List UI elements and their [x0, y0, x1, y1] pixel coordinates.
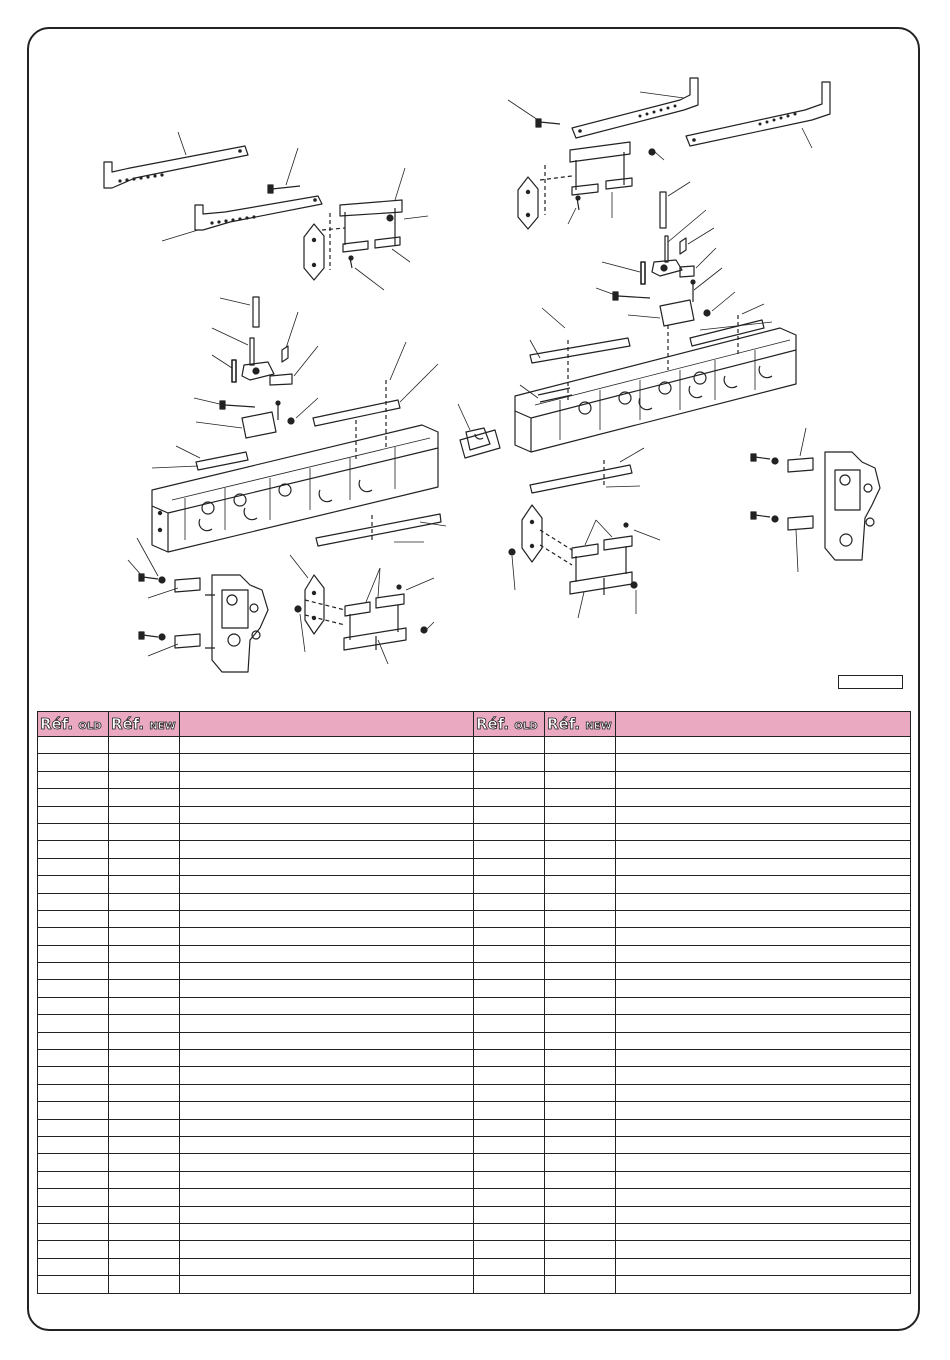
table-row	[38, 928, 911, 945]
table-cell	[109, 806, 180, 823]
table-cell	[545, 771, 616, 788]
table-cell	[109, 1084, 180, 1101]
table-cell	[616, 997, 911, 1014]
table-cell	[180, 754, 474, 771]
table-cell	[616, 893, 911, 910]
table-row	[38, 1084, 911, 1101]
table-cell	[38, 1084, 109, 1101]
bracket-assembly-upper-right	[518, 142, 655, 229]
table-cell	[180, 1241, 474, 1258]
table-cell	[616, 1276, 911, 1293]
handle-bar-right-bottom	[686, 82, 830, 146]
table-cell	[616, 1258, 911, 1275]
table-cell	[180, 1258, 474, 1275]
table-cell	[474, 1050, 545, 1067]
table-row	[38, 1206, 911, 1223]
table-cell	[474, 1189, 545, 1206]
table-cell	[38, 1189, 109, 1206]
table-cell	[545, 1276, 616, 1293]
table-cell	[38, 789, 109, 806]
table-cell	[474, 1102, 545, 1119]
table-cell	[616, 1084, 911, 1101]
table-cell	[180, 858, 474, 875]
table-cell	[545, 876, 616, 893]
table-cell	[180, 1067, 474, 1084]
table-cell	[109, 928, 180, 945]
table-cell	[474, 823, 545, 840]
table-cell	[109, 754, 180, 771]
table-cell	[474, 1015, 545, 1032]
table-cell	[109, 893, 180, 910]
table-cell	[109, 1102, 180, 1119]
reference-box	[838, 675, 903, 689]
table-row	[38, 997, 911, 1014]
table-cell	[109, 1119, 180, 1136]
table-row	[38, 893, 911, 910]
table-cell	[545, 754, 616, 771]
table-cell	[474, 1258, 545, 1275]
table-cell	[109, 1154, 180, 1171]
table-cell	[474, 858, 545, 875]
table-cell	[109, 997, 180, 1014]
table-row	[38, 1189, 911, 1206]
main-rail-right	[515, 328, 796, 452]
table-row	[38, 1258, 911, 1275]
table-row	[38, 1241, 911, 1258]
table-cell	[545, 737, 616, 754]
table-row	[38, 910, 911, 927]
table-cell	[38, 893, 109, 910]
table-cell	[474, 1276, 545, 1293]
table-cell	[474, 737, 545, 754]
table-cell	[474, 928, 545, 945]
table-cell	[545, 1206, 616, 1223]
main-rail-left	[152, 425, 438, 552]
table-cell	[38, 1015, 109, 1032]
table-cell	[616, 789, 911, 806]
table-cell	[180, 997, 474, 1014]
table-cell	[109, 1223, 180, 1240]
table-cell	[109, 980, 180, 997]
table-cell	[180, 1119, 474, 1136]
table-row	[38, 1067, 911, 1084]
table-cell	[616, 1032, 911, 1049]
table-header-row	[38, 712, 911, 737]
table-cell	[38, 997, 109, 1014]
table-cell	[109, 789, 180, 806]
bolt	[536, 119, 560, 127]
table-cell	[545, 841, 616, 858]
table-cell	[180, 1189, 474, 1206]
table-cell	[109, 963, 180, 980]
header-description	[180, 712, 474, 737]
lock-body-right	[751, 452, 880, 560]
table-cell	[38, 1154, 109, 1171]
bracket-assembly-lower-right	[509, 505, 637, 595]
header-ref-old: Réf. OLD	[474, 712, 545, 737]
header-ref-new: Réf. NEW	[545, 712, 616, 737]
table-cell	[38, 1171, 109, 1188]
table-row	[38, 1276, 911, 1293]
table-cell	[616, 1102, 911, 1119]
table-cell	[616, 1050, 911, 1067]
table-cell	[474, 1241, 545, 1258]
table-cell	[474, 806, 545, 823]
table-cell	[38, 1067, 109, 1084]
table-cell	[38, 1136, 109, 1153]
bolt	[268, 185, 300, 193]
table-cell	[474, 997, 545, 1014]
table-cell	[38, 771, 109, 788]
table-cell	[109, 737, 180, 754]
table-cell	[38, 980, 109, 997]
table-cell	[474, 893, 545, 910]
table-cell	[180, 841, 474, 858]
table-cell	[616, 1206, 911, 1223]
table-cell	[38, 1276, 109, 1293]
plate	[196, 380, 441, 546]
handle-bar-left-bottom	[195, 196, 322, 230]
table-cell	[474, 1084, 545, 1101]
table-cell	[616, 1067, 911, 1084]
table-cell	[180, 963, 474, 980]
table-cell	[109, 1276, 180, 1293]
table-cell	[545, 1067, 616, 1084]
table-cell	[474, 841, 545, 858]
table-cell	[545, 823, 616, 840]
table-cell	[545, 1015, 616, 1032]
table-row	[38, 945, 911, 962]
table-row	[38, 876, 911, 893]
table-cell	[545, 1189, 616, 1206]
leader-lines	[128, 92, 812, 664]
table-cell	[180, 928, 474, 945]
table-cell	[545, 980, 616, 997]
table-row	[38, 1032, 911, 1049]
table-cell	[616, 841, 911, 858]
table-cell	[545, 893, 616, 910]
table-cell	[109, 1032, 180, 1049]
table-cell	[474, 963, 545, 980]
table-row	[38, 1102, 911, 1119]
table-cell	[545, 1119, 616, 1136]
table-cell	[474, 910, 545, 927]
table-cell	[180, 1102, 474, 1119]
table-cell	[180, 876, 474, 893]
table-cell	[38, 1206, 109, 1223]
table-cell	[616, 806, 911, 823]
table-cell	[38, 1258, 109, 1275]
table-cell	[616, 1154, 911, 1171]
table-cell	[109, 1015, 180, 1032]
table-cell	[545, 1241, 616, 1258]
table-cell	[474, 945, 545, 962]
handle-bar-left-top	[104, 146, 248, 188]
table-row	[38, 1223, 911, 1240]
table-cell	[109, 858, 180, 875]
table-cell	[545, 1050, 616, 1067]
table-cell	[38, 963, 109, 980]
table-cell	[616, 1223, 911, 1240]
table-cell	[38, 910, 109, 927]
table-cell	[38, 737, 109, 754]
table-cell	[109, 771, 180, 788]
table-cell	[109, 1241, 180, 1258]
table-cell	[109, 1050, 180, 1067]
table-cell	[545, 945, 616, 962]
table-cell	[180, 893, 474, 910]
table-cell	[616, 858, 911, 875]
table-cell	[474, 980, 545, 997]
table-cell	[109, 1258, 180, 1275]
table-cell	[545, 910, 616, 927]
table-cell	[38, 1102, 109, 1119]
table-cell	[474, 1154, 545, 1171]
table-cell	[545, 1154, 616, 1171]
table-cell	[109, 876, 180, 893]
table-cell	[545, 806, 616, 823]
table-cell	[474, 1206, 545, 1223]
table-row	[38, 823, 911, 840]
table-cell	[109, 1189, 180, 1206]
table-cell	[180, 1276, 474, 1293]
table-cell	[180, 823, 474, 840]
handle-bar-right-top	[572, 78, 698, 138]
table-row	[38, 771, 911, 788]
table-cell	[109, 945, 180, 962]
table-row	[38, 963, 911, 980]
table-row	[38, 1015, 911, 1032]
table-cell	[109, 1206, 180, 1223]
table-row	[38, 806, 911, 823]
table-row	[38, 754, 911, 771]
table-cell	[545, 928, 616, 945]
table-cell	[38, 858, 109, 875]
table-cell	[545, 1136, 616, 1153]
table-cell	[38, 1241, 109, 1258]
table-cell	[38, 876, 109, 893]
table-cell	[180, 1171, 474, 1188]
header-ref-new: Réf. NEW	[109, 712, 180, 737]
table-cell	[474, 1119, 545, 1136]
table-cell	[616, 1015, 911, 1032]
table-cell	[545, 997, 616, 1014]
table-cell	[616, 928, 911, 945]
table-cell	[616, 980, 911, 997]
table-cell	[545, 789, 616, 806]
table-cell	[616, 1136, 911, 1153]
table-cell	[180, 771, 474, 788]
table-row	[38, 1171, 911, 1188]
table-cell	[545, 1171, 616, 1188]
table-cell	[38, 754, 109, 771]
table-cell	[109, 1067, 180, 1084]
table-cell	[545, 1223, 616, 1240]
table-cell	[616, 754, 911, 771]
table-cell	[180, 910, 474, 927]
table-cell	[109, 910, 180, 927]
table-cell	[616, 1171, 911, 1188]
table-cell	[545, 1258, 616, 1275]
table-row	[38, 841, 911, 858]
table-cell	[616, 771, 911, 788]
table-cell	[180, 980, 474, 997]
table-cell	[180, 1032, 474, 1049]
rail-coupler	[460, 428, 500, 458]
table-cell	[474, 771, 545, 788]
table-cell	[180, 945, 474, 962]
table-cell	[616, 876, 911, 893]
table-cell	[180, 1050, 474, 1067]
table-cell	[180, 1084, 474, 1101]
table-row	[38, 1154, 911, 1171]
table-cell	[180, 789, 474, 806]
table-row	[38, 980, 911, 997]
header-description	[616, 712, 911, 737]
table-cell	[109, 841, 180, 858]
table-cell	[545, 1084, 616, 1101]
table-cell	[474, 1223, 545, 1240]
table-cell	[109, 1171, 180, 1188]
table-row	[38, 789, 911, 806]
table-cell	[109, 823, 180, 840]
bracket-assembly-lower-left	[295, 575, 427, 650]
table-cell	[109, 1136, 180, 1153]
table-cell	[38, 1223, 109, 1240]
table-cell	[616, 737, 911, 754]
table-row	[38, 1119, 911, 1136]
table-cell	[180, 1206, 474, 1223]
table-cell	[38, 928, 109, 945]
table-cell	[474, 754, 545, 771]
table-row	[38, 858, 911, 875]
table-cell	[180, 1154, 474, 1171]
table-cell	[180, 1136, 474, 1153]
table-cell	[616, 910, 911, 927]
table-row	[38, 1136, 911, 1153]
table-cell	[180, 806, 474, 823]
table-cell	[474, 1067, 545, 1084]
table-cell	[616, 1119, 911, 1136]
table-cell	[38, 823, 109, 840]
table-cell	[545, 963, 616, 980]
table-cell	[616, 823, 911, 840]
table-cell	[38, 806, 109, 823]
table-cell	[474, 1171, 545, 1188]
table-cell	[38, 945, 109, 962]
table-row	[38, 737, 911, 754]
table-cell	[474, 1136, 545, 1153]
bracket-assembly-upper-left	[304, 200, 402, 280]
table-cell	[38, 1119, 109, 1136]
table-cell	[180, 737, 474, 754]
table-cell	[180, 1015, 474, 1032]
table-cell	[616, 1189, 911, 1206]
table-cell	[545, 1032, 616, 1049]
parts-table	[37, 711, 911, 1294]
lock-body-left	[139, 574, 268, 672]
table-row	[38, 1050, 911, 1067]
table-cell	[38, 841, 109, 858]
table-cell	[474, 1032, 545, 1049]
table-cell	[38, 1032, 109, 1049]
header-ref-old: Réf. OLD	[38, 712, 109, 737]
table-cell	[545, 1102, 616, 1119]
table-cell	[616, 1241, 911, 1258]
table-cell	[545, 858, 616, 875]
table-body	[38, 737, 911, 1294]
table-cell	[474, 789, 545, 806]
table-cell	[616, 945, 911, 962]
table-cell	[180, 1223, 474, 1240]
latch-handle-mechanism-right	[613, 192, 710, 326]
table-cell	[38, 1050, 109, 1067]
table-cell	[616, 963, 911, 980]
table-cell	[474, 876, 545, 893]
